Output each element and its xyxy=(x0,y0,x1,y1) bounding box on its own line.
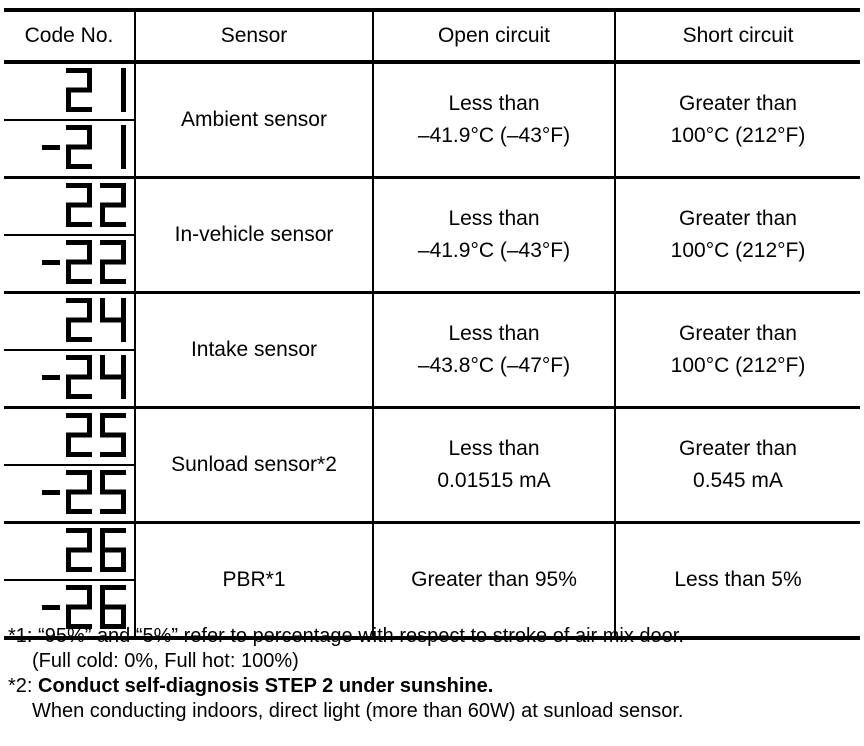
code-number-negative xyxy=(4,121,134,176)
short-circuit-value-line: 100°C (212°F) xyxy=(670,354,806,377)
sensor-name: Ambient sensor xyxy=(135,62,373,178)
open-circuit-value xyxy=(373,523,615,639)
footnote-2-continuation: When conducting indoors, direct light (more than 60W) at sunload sensor. xyxy=(32,700,684,722)
code-number xyxy=(4,524,134,581)
footnotes xyxy=(8,624,858,724)
code-number xyxy=(4,294,134,351)
table-row xyxy=(4,523,860,639)
table-row xyxy=(4,408,860,523)
short-circuit-value-line: 0.545 mA xyxy=(693,469,783,492)
open-circuit-value-line: Less than xyxy=(448,207,540,230)
code-cell xyxy=(4,178,135,293)
short-circuit-value-line: 100°C (212°F) xyxy=(670,239,806,262)
footnote-2-bold-text: Conduct self-diagnosis STEP 2 under sunshine. xyxy=(38,675,494,697)
code-number xyxy=(4,409,134,466)
open-circuit-value-line: Greater than 95% xyxy=(411,568,577,591)
header-open-circuit: Open circuit xyxy=(373,10,615,62)
header-code-no: Code No. xyxy=(4,10,135,62)
sensor-code-table xyxy=(4,8,860,640)
table-row xyxy=(4,178,860,293)
code-cell xyxy=(4,293,135,408)
short-circuit-value xyxy=(615,178,860,293)
footnote-1-continuation: (Full cold: 0%, Full hot: 100%) xyxy=(32,650,299,672)
open-circuit-value-line: –41.9°C (–43°F) xyxy=(417,124,571,147)
open-circuit-value-line: 0.01515 mA xyxy=(437,469,551,492)
header-short-circuit: Short circuit xyxy=(615,10,860,62)
open-circuit-value-line: –43.8°C (–47°F) xyxy=(417,354,571,377)
header-sensor: Sensor xyxy=(135,10,373,62)
footnote-1-text: “95%” and “5%” refer to percentage with respect to stroke of air mix door. xyxy=(38,625,684,647)
code-cell xyxy=(4,408,135,523)
sensor-name: In-vehicle sensor xyxy=(135,178,373,293)
footnote-2 xyxy=(8,674,858,699)
short-circuit-value xyxy=(615,408,860,523)
open-circuit-value xyxy=(373,293,615,408)
footnote-1 xyxy=(8,624,858,649)
short-circuit-value xyxy=(615,293,860,408)
table-row xyxy=(4,293,860,408)
table-row xyxy=(4,62,860,178)
open-circuit-value xyxy=(373,408,615,523)
open-circuit-value xyxy=(373,178,615,293)
open-circuit-value-line: Less than xyxy=(448,437,540,460)
open-circuit-value-line: Less than xyxy=(448,322,540,345)
open-circuit-value xyxy=(373,62,615,178)
code-number xyxy=(4,179,134,236)
short-circuit-value-line: Less than 5% xyxy=(674,568,802,591)
short-circuit-value-line: Greater than xyxy=(679,322,797,345)
footnote-1-marker: *1: xyxy=(8,625,33,647)
open-circuit-value-line: –41.9°C (–43°F) xyxy=(417,239,571,262)
code-number xyxy=(4,64,134,121)
code-cell xyxy=(4,523,135,639)
short-circuit-value-line: Greater than xyxy=(679,437,797,460)
code-number-negative xyxy=(4,466,134,521)
short-circuit-value-line: 100°C (212°F) xyxy=(670,124,806,147)
short-circuit-value-line: Greater than xyxy=(679,92,797,115)
code-number-negative xyxy=(4,236,134,291)
sensor-name: PBR*1 xyxy=(135,523,373,639)
sensor-name: Sunload sensor*2 xyxy=(135,408,373,523)
short-circuit-value xyxy=(615,523,860,639)
open-circuit-value-line: Less than xyxy=(448,92,540,115)
short-circuit-value xyxy=(615,62,860,178)
code-cell xyxy=(4,62,135,178)
sensor-name: Intake sensor xyxy=(135,293,373,408)
footnote-2-marker: *2: xyxy=(8,675,33,697)
code-number-negative xyxy=(4,351,134,406)
short-circuit-value-line: Greater than xyxy=(679,207,797,230)
table-header-row xyxy=(4,10,860,62)
